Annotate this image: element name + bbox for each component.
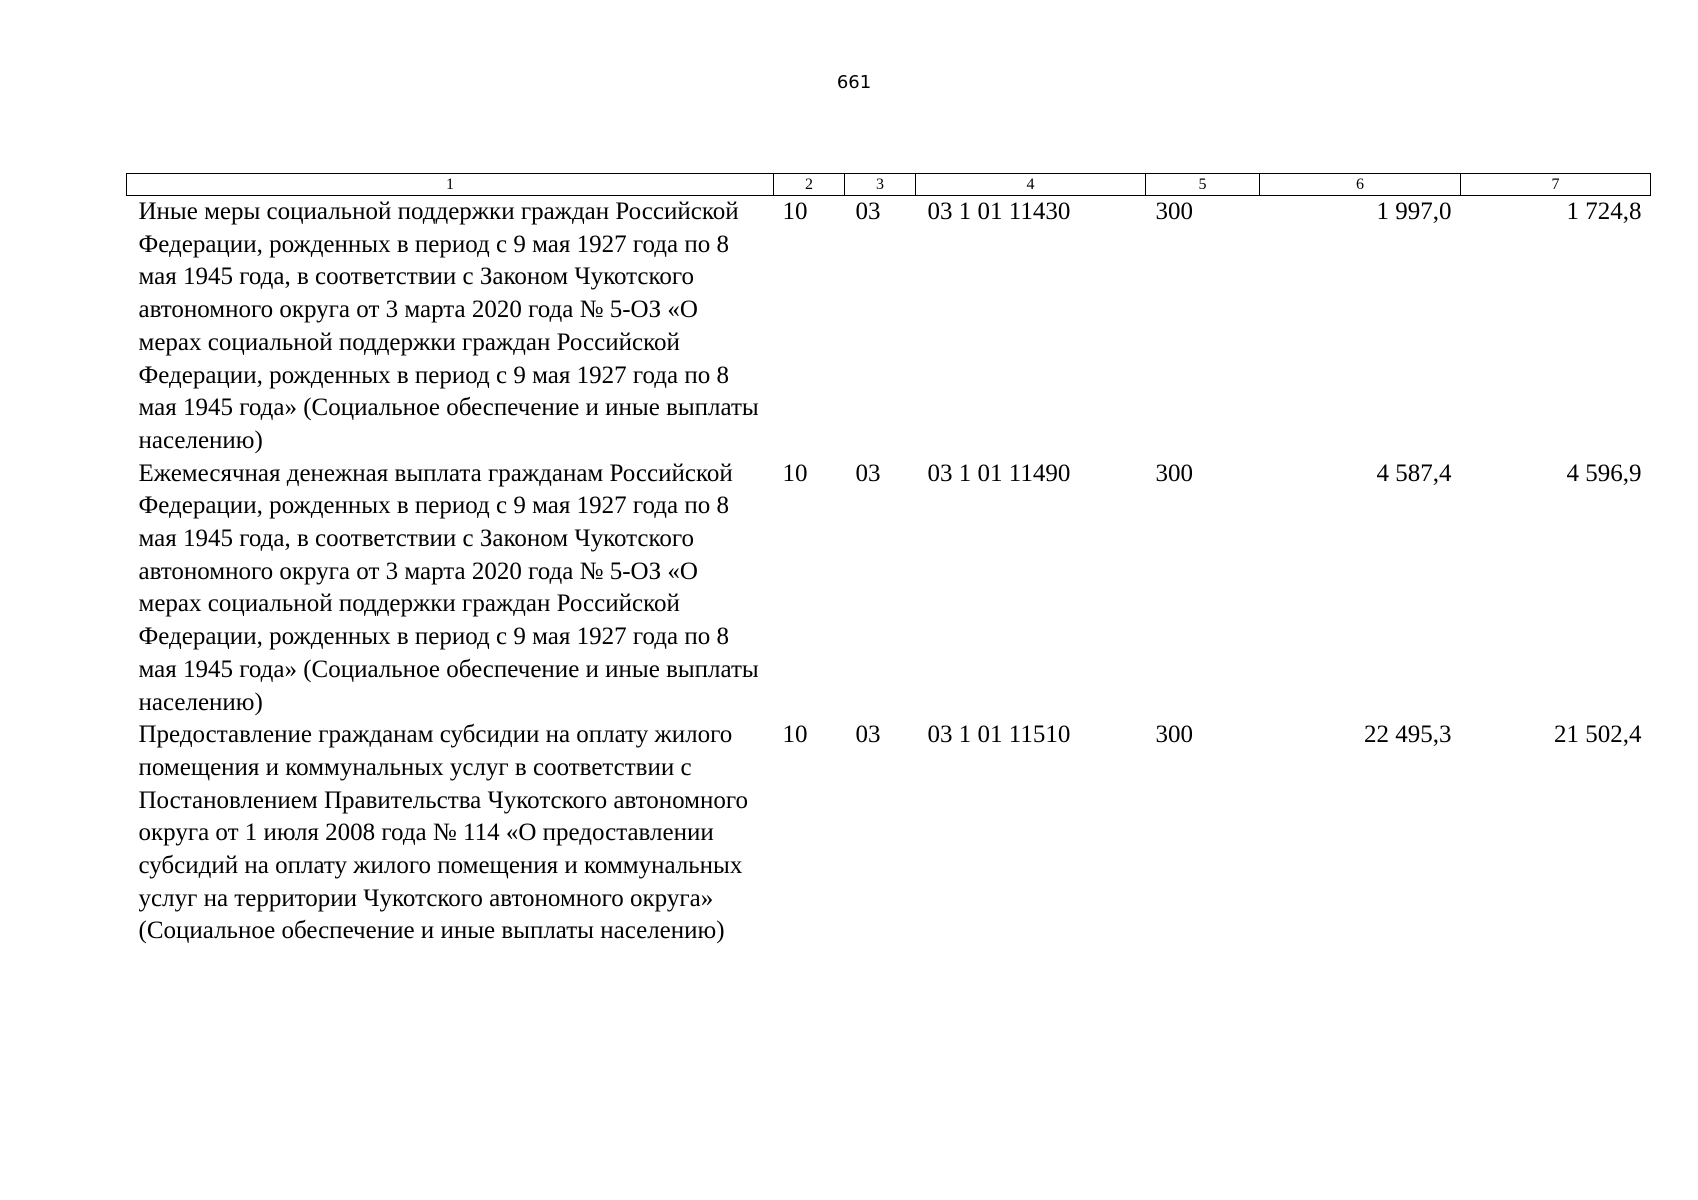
- row-amount-2: 1 724,8: [1566, 198, 1642, 225]
- table-row: [127, 458, 1651, 720]
- header-row: [127, 174, 1651, 196]
- row-subsection: 03: [855, 721, 881, 749]
- table-row: [127, 196, 1651, 458]
- row-expense-type: 300: [1155, 459, 1193, 487]
- row-amount-2: 4 596,9: [1566, 459, 1642, 487]
- row-description: Ежемесячная денежная выплата гражданам Российской Федерации, рожденных в период с 9 мая 1927 года по 8 мая 1945 года, в соответствии с Законом Чукотского автономного округа от 3 марта 2020 года № 5-ОЗ «О мерах социальной поддержки граждан Российской Федерации, рожденных в период с 9 мая 1927 года по 8 мая 1945 года» (Социальное обеспечение и иные выплаты населению): [138, 459, 759, 716]
- column-header-4: 4: [916, 174, 1146, 196]
- table-row: [127, 719, 1651, 948]
- row-amount-1: 22 495,3: [1364, 721, 1452, 749]
- row-amount-1: 4 587,4: [1376, 459, 1452, 487]
- table-body: [127, 196, 1651, 949]
- row-amount-1: 1 997,0: [1376, 198, 1452, 225]
- row-target-article: 03 1 01 11490: [927, 459, 1071, 487]
- column-header-1: 1: [127, 174, 774, 196]
- row-subsection: 03: [855, 459, 881, 487]
- budget-table: [126, 173, 1651, 948]
- column-header-3: 3: [845, 174, 916, 196]
- row-amount-2: 21 502,4: [1554, 721, 1642, 749]
- table-header: [127, 174, 1651, 196]
- row-subsection: 03: [855, 198, 881, 225]
- row-expense-type: 300: [1155, 721, 1193, 749]
- row-description: Иные меры социальной поддержки граждан Российской Федерации, рожденных в период с 9 мая 1927 года по 8 мая 1945 года, в соответствии с Законом Чукотского автономного округа от 3 марта 2020 года № 5-ОЗ «О мерах социальной поддержки граждан Российской Федерации, рожденных в период с 9 мая 1927 года по 8 мая 1945 года» (Социальное обеспечение и иные выплаты населению): [138, 198, 759, 454]
- row-description: Предоставление гражданам субсидии на оплату жилого помещения и коммунальных услуг в соответствии с Постановлением Правительства Чукотского автономного округа от 1 июля 2008 года № 114 «О предоставлении субсидий на оплату жилого помещения и коммунальных услуг на территории Чукотского автономного округа» (Социальное обеспечение и иные выплаты населению): [138, 721, 749, 945]
- column-header-5: 5: [1146, 174, 1260, 196]
- row-target-article: 03 1 01 11430: [927, 198, 1071, 225]
- row-section: 10: [782, 721, 808, 749]
- page-number: 661: [836, 72, 872, 93]
- row-target-article: 03 1 01 11510: [927, 721, 1071, 749]
- column-header-2: 2: [774, 174, 845, 196]
- row-expense-type: 300: [1155, 198, 1193, 225]
- column-header-7: 7: [1461, 174, 1651, 196]
- row-section: 10: [782, 459, 808, 487]
- column-header-6: 6: [1260, 174, 1461, 196]
- row-section: 10: [782, 198, 808, 225]
